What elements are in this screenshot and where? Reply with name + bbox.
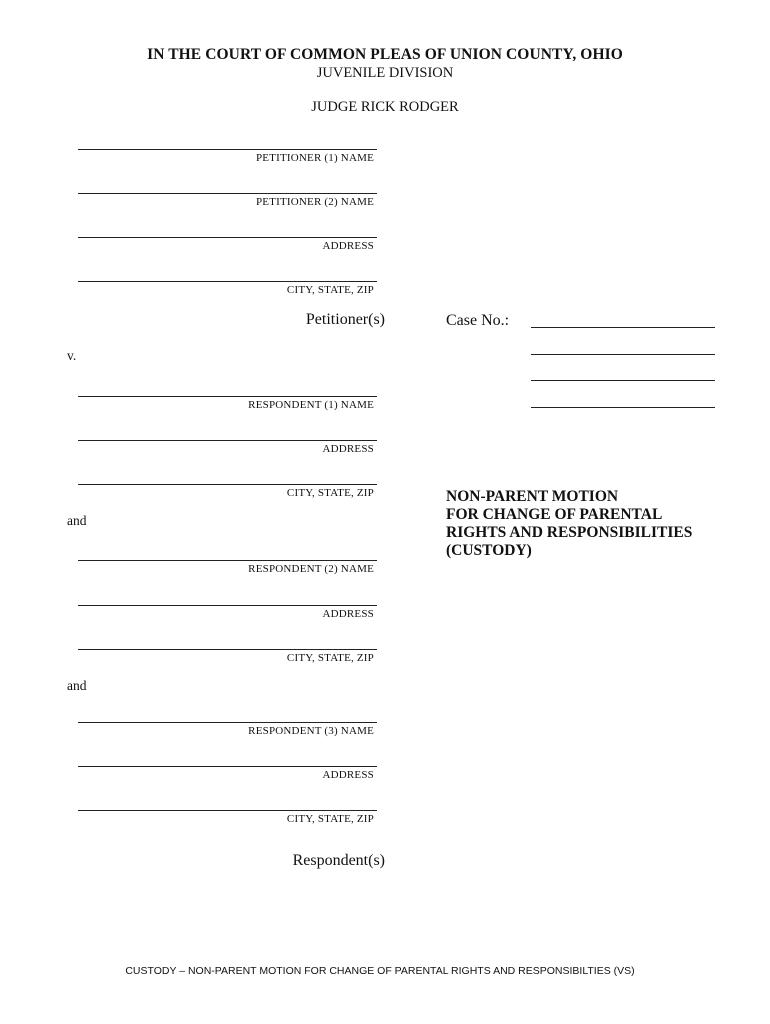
petitioner-2-name-label: PETITIONER (2) NAME (255, 196, 374, 208)
motion-title-line-4: (CUSTODY) (446, 542, 532, 559)
respondent-3-name-label: RESPONDENT (3) NAME (248, 725, 374, 737)
court-division: JUVENILE DIVISION (316, 65, 454, 81)
respondents-label: Respondent(s) (292, 852, 385, 869)
motion-title-line-1: NON-PARENT MOTION (446, 488, 619, 505)
judge-name: JUDGE RICK RODGER (311, 99, 459, 115)
petitioner-1-name-field[interactable] (78, 149, 377, 150)
court-title: IN THE COURT OF COMMON PLEAS OF UNION COUNTY, OHIO (147, 46, 623, 63)
respondent-1-address-field[interactable] (78, 440, 377, 441)
case-number-line-3[interactable] (531, 380, 715, 381)
case-number-line-4[interactable] (531, 407, 715, 408)
respondent-1-name-label: RESPONDENT (1) NAME (248, 399, 374, 411)
respondent-3-city-state-zip-label: CITY, STATE, ZIP (286, 813, 374, 825)
petitioner-city-state-zip-field[interactable] (78, 281, 377, 282)
respondent-2-address-label: ADDRESS (322, 608, 374, 620)
motion-title-line-2: FOR CHANGE OF PARENTAL (446, 506, 663, 523)
petitioner-1-name-label: PETITIONER (1) NAME (255, 152, 374, 164)
motion-title-line-3: RIGHTS AND RESPONSIBILITIES (446, 524, 693, 541)
petitioner-city-state-zip-label: CITY, STATE, ZIP (286, 284, 374, 296)
motion-title (446, 488, 736, 560)
respondent-2-city-state-zip-field[interactable] (78, 649, 377, 650)
petitioner-2-name-field[interactable] (78, 193, 377, 194)
petitioner-address-label: ADDRESS (322, 240, 374, 252)
respondent-3-name-field[interactable] (78, 722, 377, 723)
petitioner-address-field[interactable] (78, 237, 377, 238)
respondent-2-name-field[interactable] (78, 560, 377, 561)
petitioners-label: Petitioner(s) (305, 311, 385, 328)
respondent-2-city-state-zip-label: CITY, STATE, ZIP (286, 652, 374, 664)
respondent-3-address-field[interactable] (78, 766, 377, 767)
respondent-1-city-state-zip-label: CITY, STATE, ZIP (286, 487, 374, 499)
respondent-1-name-field[interactable] (78, 396, 377, 397)
respondent-3-city-state-zip-field[interactable] (78, 810, 377, 811)
case-number-line-2[interactable] (531, 354, 715, 355)
page-footer: CUSTODY – NON-PARENT MOTION FOR CHANGE OF PARENTAL RIGHTS AND RESPONSIBILTIES (VS) (125, 965, 635, 977)
case-number-line-1[interactable] (531, 327, 715, 328)
and-label-1: and (67, 513, 87, 528)
versus-label: v. (67, 348, 77, 363)
respondent-1-city-state-zip-field[interactable] (78, 484, 377, 485)
case-number-label: Case No.: (446, 312, 510, 329)
and-label-2: and (67, 678, 87, 693)
respondent-2-name-label: RESPONDENT (2) NAME (248, 563, 374, 575)
respondent-3-address-label: ADDRESS (322, 769, 374, 781)
respondent-2-address-field[interactable] (78, 605, 377, 606)
respondent-1-address-label: ADDRESS (322, 443, 374, 455)
